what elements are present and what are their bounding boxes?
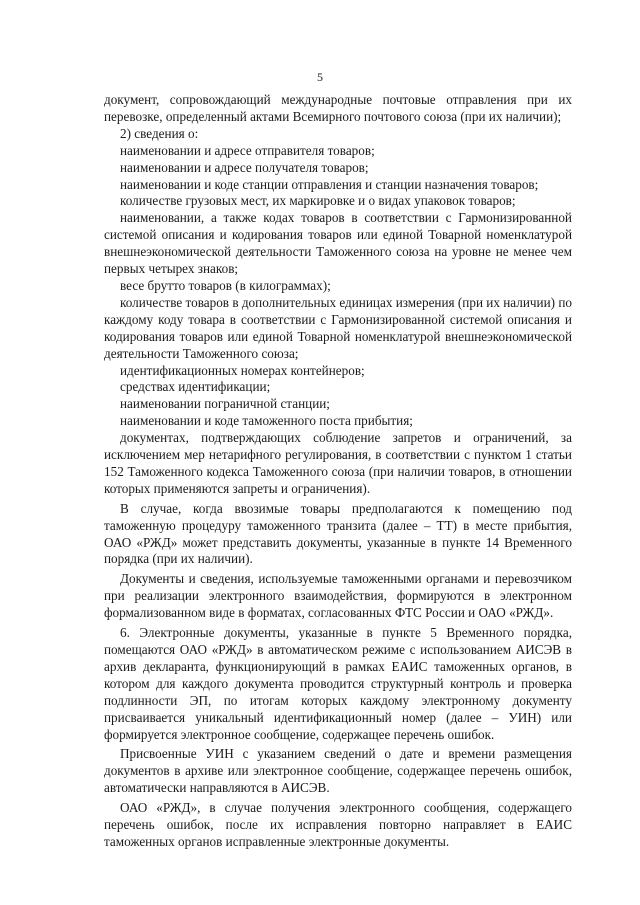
list-item-container-numbers: идентификационных номерах контейнеров; — [120, 362, 365, 378]
list-item-additional-units: количестве товаров в дополнительных единицах измерения (при их наличии) по каждому коду товара в соответствии с Гармонизированной системой описания и кодирования товаров или единой Товарной номенклатурой внешнеэкономической деятельности Таможенного союза; — [104, 294, 573, 361]
list-item-identification-means: средствах идентификации; — [120, 379, 271, 395]
list-item-gross-weight: весе брутто товаров (в килограммах); — [120, 277, 331, 293]
paragraph-error-correction: ОАО «РЖД», в случае получения электронного сообщения, содержащего перечень ошибок, после их исправления повторно направляет в ЕАИС таможенных органов исправленные электронные документы. — [104, 800, 572, 849]
list-item-sender: наименовании и адресе отправителя товаров; — [120, 142, 375, 158]
list-item-restriction-documents: документах, подтверждающих соблюдение запретов и ограничений, за исключением мер нетарифного регулирования, в соответствии с пунктом 1 статьи 152 Таможенного кодекса Таможенного союза (при наличии товаров, в отношении которых применяются запреты и ограничения). — [104, 430, 572, 496]
document-body — [104, 92, 572, 851]
page-number: 5 — [317, 70, 323, 84]
paragraph-uin-assignment: Присвоенные УИН с указанием сведений о дате и времени размещения документов в архиве или электронное сообщение, содержащее перечень ошибок, автоматически направляются в АИСЭВ. — [104, 746, 572, 796]
paragraph-section-6: 6. Электронные документы, указанные в пункте 5 Временного порядка, помещаются ОАО «РЖД» в автоматическом режиме с использованием АИСЭВ в архив декларанта, функционирующий в рамках ЕАИС таможенных органов, в котором для каждого документа проводится структурный контроль и проверка подлинности ЭП, по итогам которых каждому электронному документу присваивается уникальный идентификационный номер (далее – УИН) или формируется электронное сообщение, содержащее перечень ошибок. — [104, 625, 572, 742]
list-item-recipient: наименовании и адресе получателя товаров; — [120, 159, 369, 175]
list-item-customs-post: наименовании и коде таможенного поста прибытия; — [120, 413, 413, 429]
paragraph-info-header: 2) сведения о: — [120, 125, 199, 141]
paragraph-electronic-format: Документы и сведения, используемые таможенными органами и перевозчиком при реализации электронного взаимодействия, формируются в электронном формализованном виде в форматах, согласованных ФТС России и ОАО «РЖД». — [104, 571, 572, 621]
paragraph-postal-document: документ, сопровождающий международные почтовые отправления при их перевозке, определенный актами Всемирного почтового союза (при их наличии); — [104, 92, 572, 124]
list-item-packages: количестве грузовых мест, их маркировке и о видах упаковок товаров; — [120, 193, 516, 209]
paragraph-transit-procedure: В случае, когда ввозимые товары предполагаются к помещению под таможенную процедуру таможенного транзита (далее – ТТ) в месте прибытия, ОАО «РЖД» может представить документы, указанные в пункте 14 Временного порядка (при их наличии). — [104, 500, 572, 567]
list-item-border-station: наименовании пограничной станции; — [120, 396, 330, 412]
list-item-stations: наименовании и коде станции отправления и станции назначения товаров; — [120, 176, 539, 192]
list-item-goods-codes: наименовании, а также кодах товаров в соответствии с Гармонизированной системой описания и кодирования товаров или единой Товарной номенклатурой внешнеэкономической деятельности Таможенного союза на уровне не менее чем первых четырех знаков; — [104, 210, 572, 277]
